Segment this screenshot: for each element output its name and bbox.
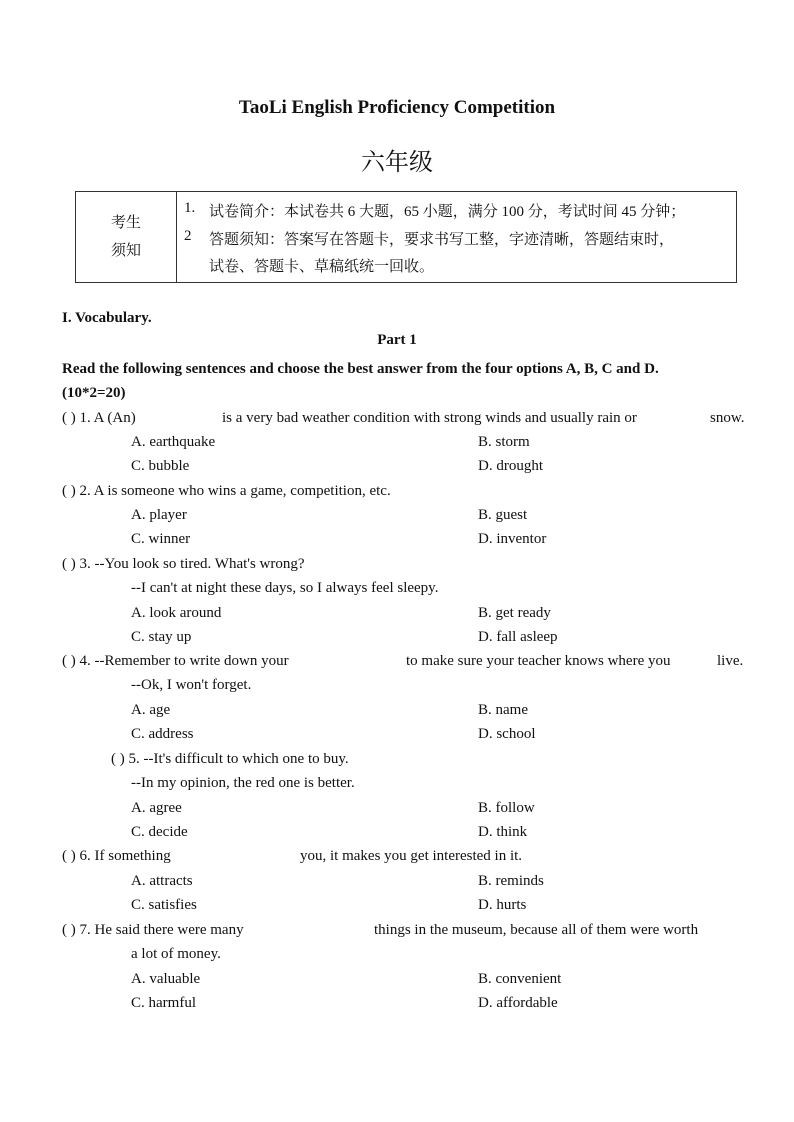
notice-item1-text: 试卷简介：本试卷共 6 大题，65 小题，满分 100 分，考试时间 45 分钟； (209, 204, 686, 220)
question-3-option-c: C. stay up (131, 629, 192, 645)
notice-item2-text: 答题须知：答案写在答题卡，要求书写工整，字迹清晰，答题结束时， (209, 232, 675, 248)
question-7-option-b: B. convenient (478, 971, 562, 987)
section-heading: I. Vocabulary. (62, 310, 152, 326)
notice-item1-number: 1. (184, 200, 196, 216)
section-instruction: Read the following sentences and choose the best answer from the four options A, B, C and D. (62, 361, 659, 377)
question-2-option-b: B. guest (478, 507, 528, 523)
exam-notice-box (75, 191, 737, 283)
question-3-line2: --I can't at night these days, so I always feel sleepy. (131, 580, 439, 596)
question-6-option-b: B. reminds (478, 873, 544, 889)
question-2-option-a: A. player (131, 507, 187, 523)
question-1-option-c: C. bubble (131, 458, 190, 474)
grade-label: 六年级 (361, 150, 433, 176)
question-5-option-d: D. think (478, 824, 528, 840)
question-3-option-d: D. fall asleep (478, 629, 558, 645)
question-5-line2: --In my opinion, the red one is better. (131, 775, 355, 791)
question-1-stem-end: snow. (710, 410, 745, 426)
question-5-option-b: B. follow (478, 800, 535, 816)
question-1-option-a: A. earthquake (131, 434, 216, 450)
question-2-stem: ( ) 2. A is someone who wins a game, competition, etc. (62, 483, 391, 499)
question-3-option-a: A. look around (131, 605, 222, 621)
question-3-stem: ( ) 3. --You look so tired. What's wrong? (62, 556, 305, 572)
question-5-stem: ( ) 5. --It's difficult to which one to buy. (111, 751, 349, 767)
question-4-option-a: A. age (131, 702, 171, 718)
question-5-option-a: A. agree (131, 800, 182, 816)
question-1-option-b: B. storm (478, 434, 530, 450)
question-7-option-d: D. affordable (478, 995, 558, 1011)
question-5-option-c: C. decide (131, 824, 188, 840)
question-4-stem: ( ) 4. --Remember to write down your (62, 653, 289, 669)
question-7-option-a: A. valuable (131, 971, 201, 987)
question-6-option-c: C. satisfies (131, 897, 197, 913)
question-3-option-b: B. get ready (478, 605, 551, 621)
question-4-option-c: C. address (131, 726, 194, 742)
question-4-line2: --Ok, I won't forget. (131, 677, 252, 693)
notice-item2-continuation: 试卷、答题卡、草稿纸统一回收。 (209, 259, 435, 275)
question-4-option-b: B. name (478, 702, 528, 718)
question-4-option-d: D. school (478, 726, 536, 742)
notice-label-cell (76, 192, 177, 282)
question-1-option-d: D. drought (478, 458, 543, 474)
notice-label-line1: 考生 (110, 215, 141, 231)
question-7-stem: ( ) 7. He said there were many (62, 922, 244, 938)
question-4-stem-rest: to make sure your teacher knows where you (406, 653, 671, 669)
question-1-stem-rest: is a very bad weather condition with strong winds and usually rain or (222, 410, 637, 426)
question-6-option-d: D. hurts (478, 897, 527, 913)
question-1-stem: ( ) 1. A (An) (62, 410, 136, 426)
question-7-option-c: C. harmful (131, 995, 196, 1011)
question-6-stem: ( ) 6. If something (62, 848, 171, 864)
question-6-stem-rest: you, it makes you get interested in it. (300, 848, 523, 864)
question-7-line2: a lot of money. (131, 946, 221, 962)
part-heading: Part 1 (377, 332, 417, 348)
question-2-option-d: D. inventor (478, 531, 547, 547)
document-title: TaoLi English Proficiency Competition (238, 97, 556, 118)
notice-label-line2: 须知 (110, 243, 141, 259)
notice-item2-number: 2 (184, 228, 192, 244)
section-score: (10*2=20) (62, 385, 126, 401)
question-2-option-c: C. winner (131, 531, 191, 547)
question-7-stem-rest: things in the museum, because all of them were worth (374, 922, 699, 938)
question-6-option-a: A. attracts (131, 873, 193, 889)
question-4-stem-end: live. (717, 653, 744, 669)
